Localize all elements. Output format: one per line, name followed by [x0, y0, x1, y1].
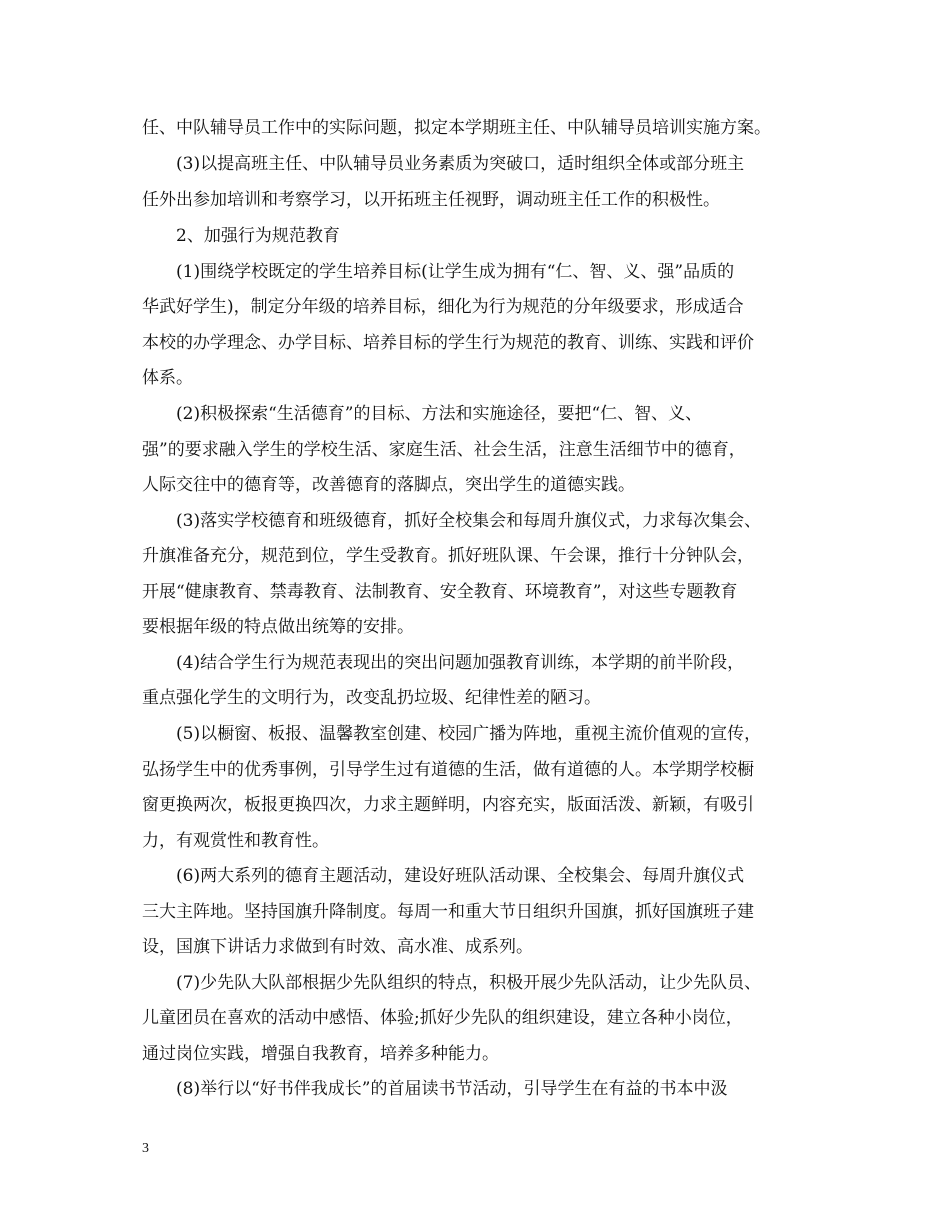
text-line: 重点强化学生的文明行为，改变乱扔垃圾、纪律性差的陋习。 [142, 688, 601, 708]
text-line: 窗更换两次，板报更换四次，力求主题鲜明，内容充实，版面活泼、新颖，有吸引 [142, 795, 754, 815]
text-line: 开展“健康教育、禁毒教育、法制教育、安全教育、环境教育”，对这些专题教育 [142, 582, 738, 602]
text-line: (4)结合学生行为规范表现出的突出问题加强教育训练，本学期的前半阶段， [176, 653, 745, 673]
text-line: 任外出参加培训和考察学习，以开拓班主任视野，调动班主任工作的积极性。 [142, 190, 720, 210]
text-line: 三大主阵地。坚持国旗升降制度。每周一和重大节日组织升国旗，抓好国旗班子建 [142, 902, 754, 922]
text-line: 体系。 [142, 368, 193, 388]
section-heading: 2、加强行为规范教育 [176, 226, 340, 246]
text-line: 华武好学生)，制定分年级的培养目标，细化为行为规范的分年级要求，形成适合 [142, 297, 744, 317]
text-line: (1)围绕学校既定的学生培养目标(让学生成为拥有“仁、智、义、强”品质的 [176, 262, 735, 282]
text-line: (6)两大系列的德育主题活动，建设好班队活动课、全校集会、每周升旗仪式 [176, 866, 745, 886]
text-line: 设，国旗下讲话力求做到有时效、高水准、成系列。 [142, 937, 533, 957]
text-line: 强”的要求融入学生的学校生活、家庭生活、社会生活，注意生活细节中的德育， [142, 440, 746, 460]
text-line: 要根据年级的特点做出统筹的安排。 [142, 617, 414, 637]
text-line: 儿童团员在喜欢的活动中感悟、体验;抓好少先队的组织建设，建立各种小岗位， [142, 1008, 743, 1028]
text-line: 任、中队辅导员工作中的实际问题，拟定本学期班主任、中队辅导员培训实施方案。 [142, 118, 771, 138]
text-line: (8)举行以“好书伴我成长”的首届读书节活动，引导学生在有益的书本中汲 [176, 1079, 728, 1099]
text-line: (7)少先队大队部根据少先队组织的特点，积极开展少先队活动，让少先队员、 [176, 973, 762, 993]
text-line: (3)落实学校德育和班级德育，抓好全校集会和每周升旗仪式，力求每次集会、 [176, 511, 762, 531]
text-line: (2)积极探索“生活德育”的目标、方法和实施途径，要把“仁、智、义、 [176, 404, 703, 424]
text-line: 人际交往中的德育等，改善德育的落脚点，突出学生的道德实践。 [142, 475, 635, 495]
page-number: 3 [142, 1141, 149, 1156]
text-line: 弘扬学生中的优秀事例，引导学生过有道德的生活，做有道德的人。本学期学校橱 [142, 760, 754, 780]
text-line: 本校的办学理念、办学目标、培养目标的学生行为规范的教育、训练、实践和评价 [142, 333, 754, 353]
text-line: 升旗准备充分，规范到位，学生受教育。抓好班队课、午会课，推行十分钟队会， [142, 546, 754, 566]
text-line: (3)以提高班主任、中队辅导员业务素质为突破口，适时组织全体或部分班主 [176, 154, 745, 174]
text-line: 力，有观赏性和教育性。 [142, 831, 329, 851]
text-line: 通过岗位实践，增强自我教育，培养多种能力。 [142, 1044, 499, 1064]
text-line: (5)以橱窗、板报、温馨教室创建、校园广播为阵地，重视主流价值观的宣传， [176, 724, 762, 744]
